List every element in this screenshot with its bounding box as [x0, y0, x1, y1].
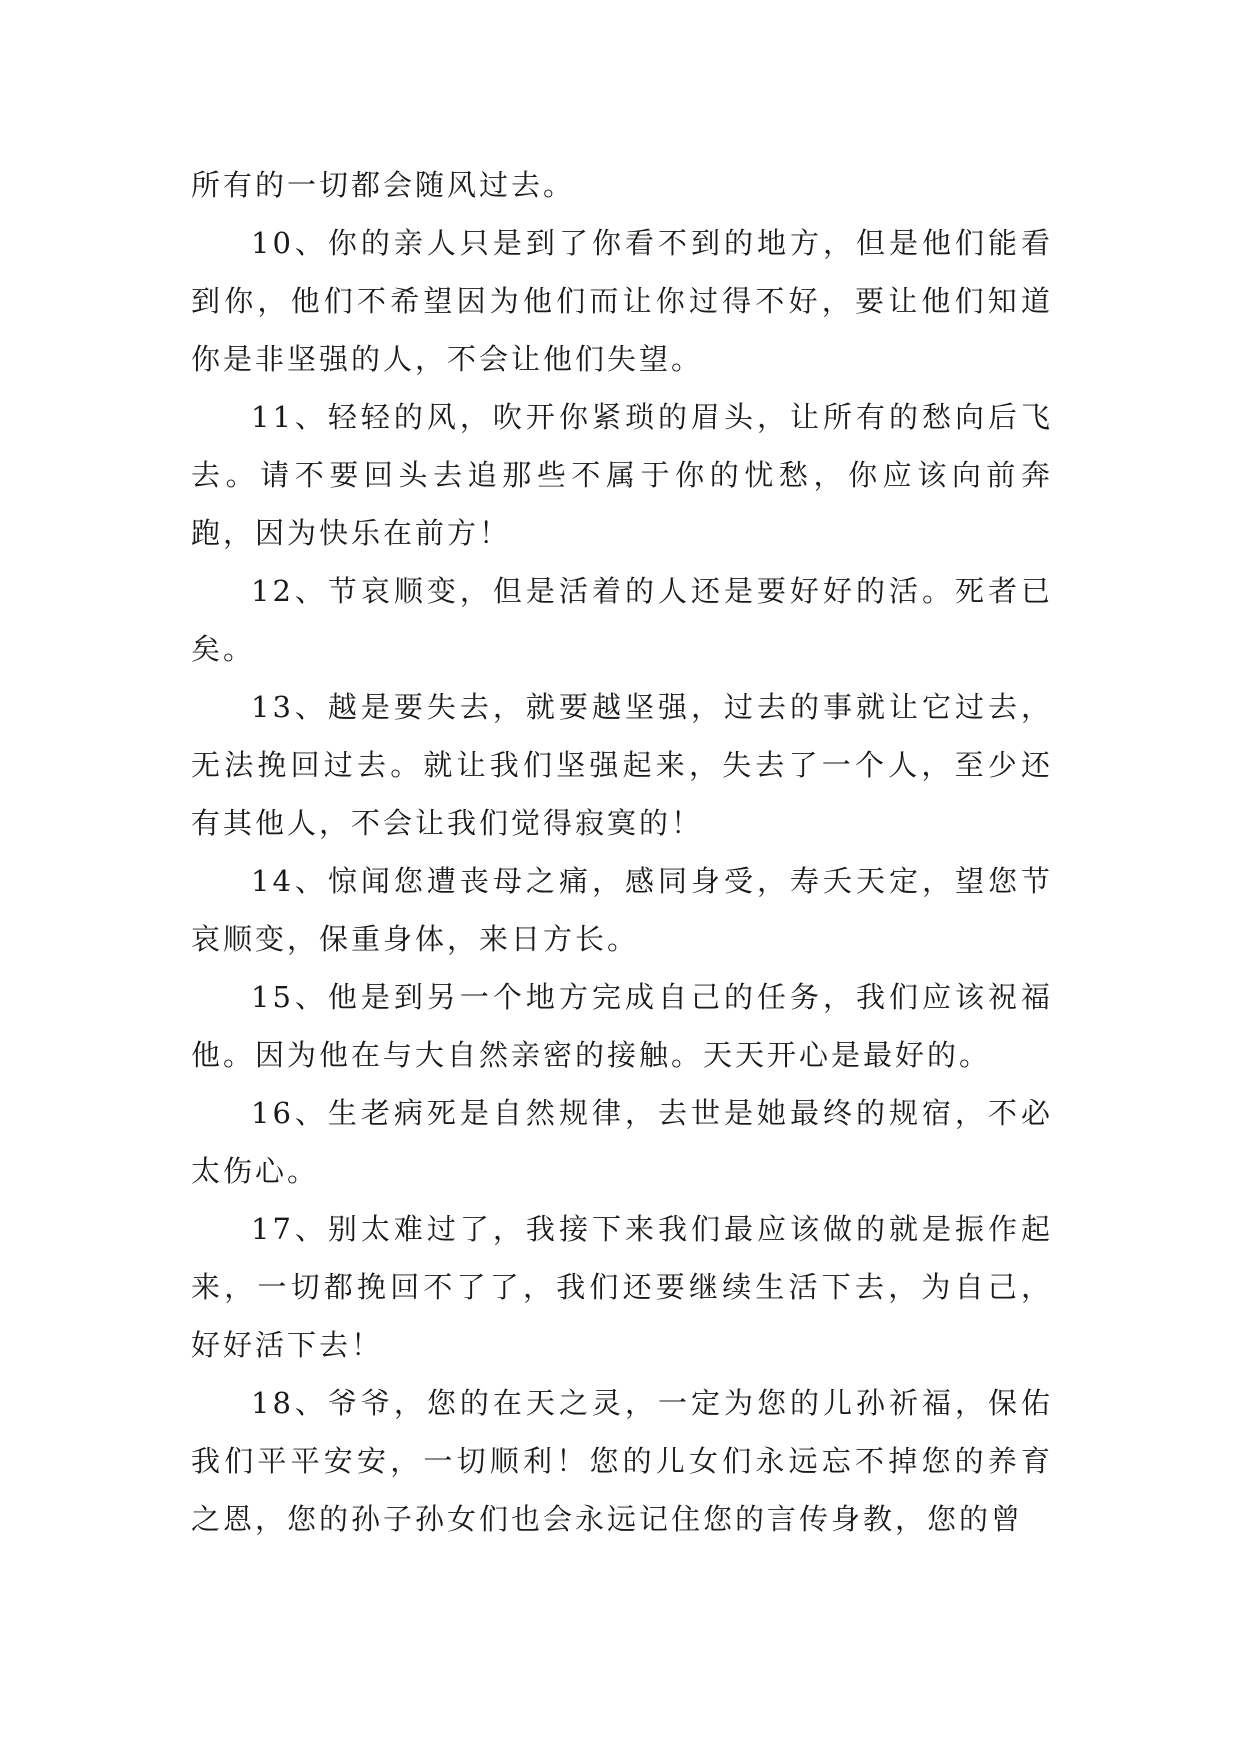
paragraph-item-18: 18、爷爷，您的在天之灵，一定为您的儿孙祈福，保佑我们平平安安，一切顺利！您的儿女们永远忘不掉您的养育之恩，您的孙子孙女们也会永远记住您的言传身教，您的曾	[191, 1386, 1053, 1536]
paragraph-item-15: 15、他是到另一个地方完成自己的任务，我们应该祝福他。因为他在与大自然亲密的接触。天天开心是最好的。	[191, 980, 1053, 1072]
paragraph-item-16: 16、生老病死是自然规律，去世是她最终的规宿，不必太伤心。	[191, 1096, 1053, 1188]
document-body	[191, 156, 1053, 1548]
paragraph-item-10: 10、你的亲人只是到了你看不到的地方，但是他们能看到你，他们不希望因为他们而让你过得不好，要让他们知道你是非坚强的人，不会让他们失望。	[191, 226, 1053, 376]
paragraph-item-13: 13、越是要失去，就要越坚强，过去的事就让它过去，无法挽回过去。就让我们坚强起来，失去了一个人，至少还有其他人，不会让我们觉得寂寞的！	[191, 690, 1053, 840]
paragraph-item-14: 14、惊闻您遭丧母之痛，感同身受，寿夭天定，望您节哀顺变，保重身体，来日方长。	[191, 864, 1053, 956]
paragraph-continuation: 所有的一切都会随风过去。	[191, 168, 576, 202]
paragraph-item-17: 17、别太难过了，我接下来我们最应该做的就是振作起来，一切都挽回不了了，我们还要继续生活下去，为自己，好好活下去！	[191, 1212, 1053, 1362]
paragraph-item-11: 11、轻轻的风，吹开你紧琐的眉头，让所有的愁向后飞去。请不要回头去追那些不属于你的忧愁，你应该向前奔跑，因为快乐在前方！	[191, 400, 1053, 550]
paragraph-item-12: 12、节哀顺变，但是活着的人还是要好好的活。死者已矣。	[191, 574, 1053, 666]
